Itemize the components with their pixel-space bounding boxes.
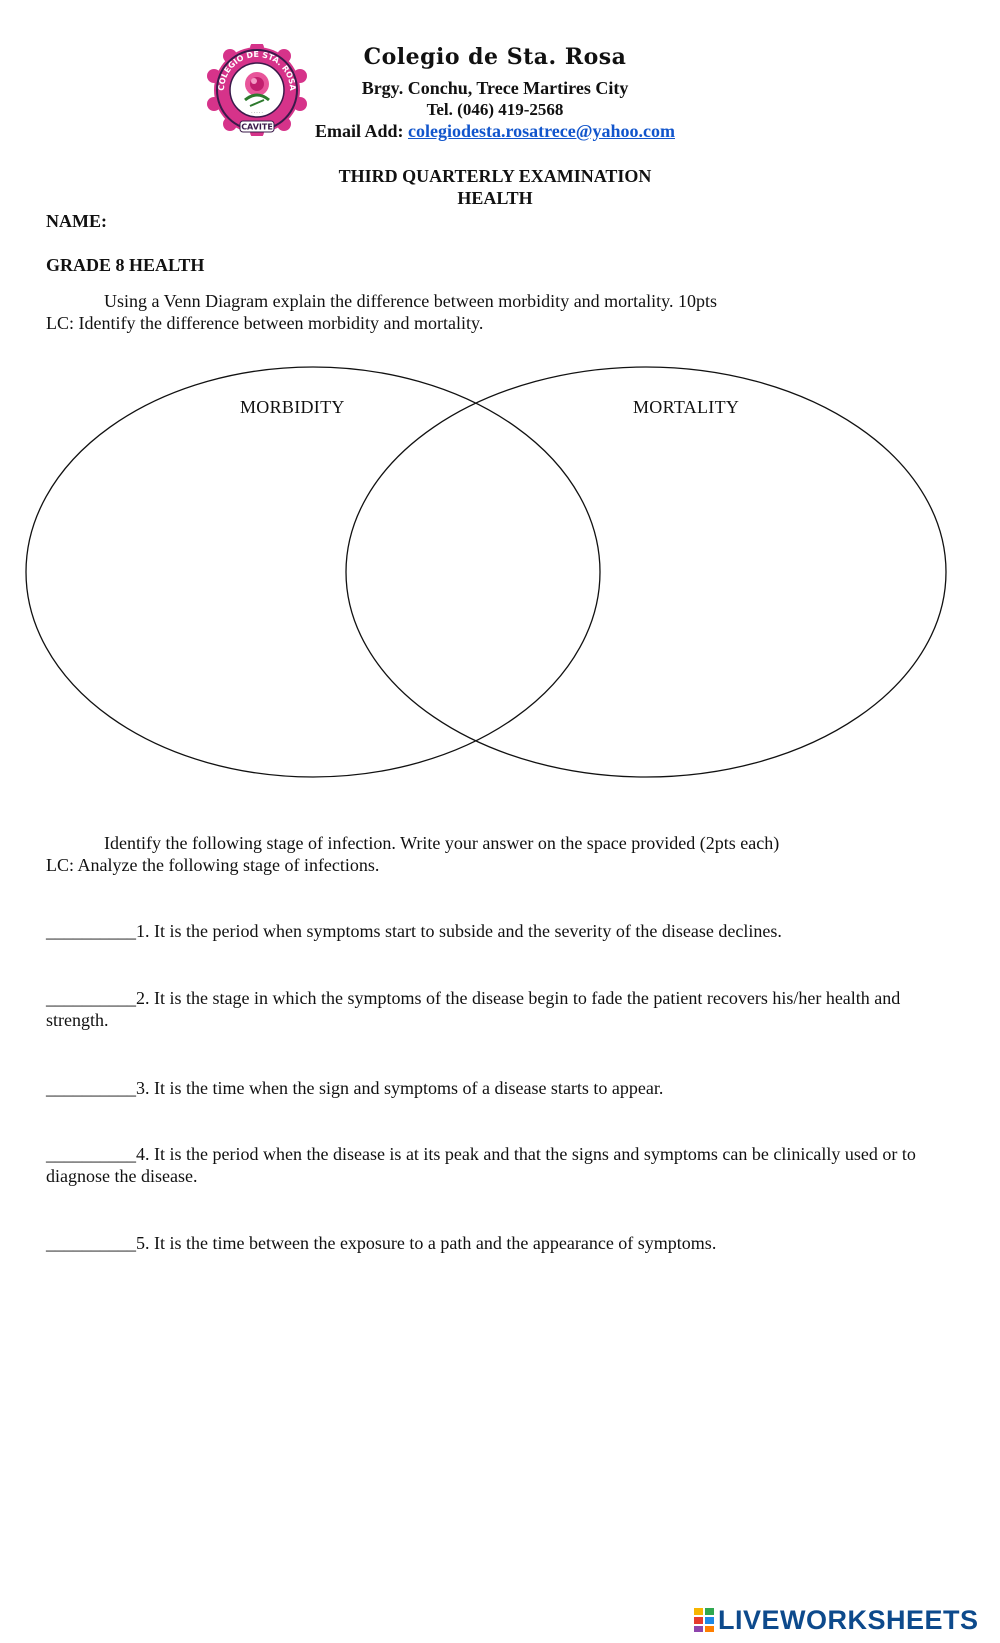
venn-label-mortality: MORTALITY (633, 397, 740, 417)
question-text: 5. It is the time between the exposure to a path and the appearance of symptoms. (136, 1233, 717, 1253)
question-text: 4. It is the period when the disease is at its peak and that the signs and symptoms can be clinically used or to diagnose the disease. (46, 1144, 916, 1186)
question-text: 2. It is the stage in which the symptoms of the disease begin to fade the patient recovers his/her health and strength. (46, 988, 901, 1030)
email-label: Email Add: (314, 121, 404, 141)
venn-circle-mortality (346, 367, 946, 777)
school-name: Colegio de Sta. Rosa (363, 44, 627, 70)
school-telephone: Tel. (046) 419-2568 (426, 100, 564, 119)
grade-label: GRADE 8 HEALTH (46, 255, 205, 275)
part2-instruction-text: Identify the following stage of infection. Write your answer on the space provided (2pts each) (104, 833, 780, 853)
venn-circle-morbidity (26, 367, 600, 777)
exam-title: THIRD QUARTERLY EXAMINATION (338, 166, 652, 186)
venn-label-morbidity: MORBIDITY (240, 397, 345, 417)
answer-blank[interactable]: __________ (46, 921, 136, 941)
answer-blank[interactable]: __________ (46, 988, 136, 1008)
liveworksheets-brand (694, 1605, 979, 1635)
question-item-2 (46, 987, 946, 1031)
liveworksheets-logo-icon (694, 1608, 714, 1632)
answer-blank[interactable]: __________ (46, 1078, 136, 1098)
liveworksheets-wordmark: LIVEWORKSHEETS (718, 1604, 979, 1635)
part2-instructions (46, 832, 779, 876)
question-text: 3. It is the time when the sign and symptoms of a disease starts to appear. (136, 1078, 664, 1098)
question-item-1 (46, 920, 946, 942)
venn-diagram (0, 0, 1000, 800)
answer-blank[interactable]: __________ (46, 1233, 136, 1253)
part2-instruction-line (46, 832, 779, 854)
name-label: NAME: (46, 211, 107, 231)
answer-blank[interactable]: __________ (46, 1144, 136, 1164)
school-address: Brgy. Conchu, Trece Martires City (361, 78, 629, 98)
part1-lc: LC: Identify the difference between morbidity and mortality. (46, 313, 484, 333)
part1-instruction-text: Using a Venn Diagram explain the difference between morbidity and mortality. 10pts (104, 291, 718, 311)
email-link[interactable]: colegiodesta.rosatrece@yahoo.com (408, 121, 676, 141)
question-item-4 (46, 1143, 946, 1187)
exam-subject: HEALTH (457, 188, 533, 208)
question-item-3 (46, 1077, 946, 1099)
svg-text:COLEGIO DE STA. ROSA: COLEGIO DE STA. ROSA (216, 49, 298, 91)
svg-text:CAVITE: CAVITE (241, 122, 273, 132)
part2-lc: LC: Analyze the following stage of infections. (46, 855, 380, 875)
svg-text:· · · · ·: · · · · · (251, 110, 263, 115)
question-text: 1. It is the period when symptoms start to subside and the severity of the disease declines. (136, 921, 782, 941)
question-item-5 (46, 1232, 946, 1254)
